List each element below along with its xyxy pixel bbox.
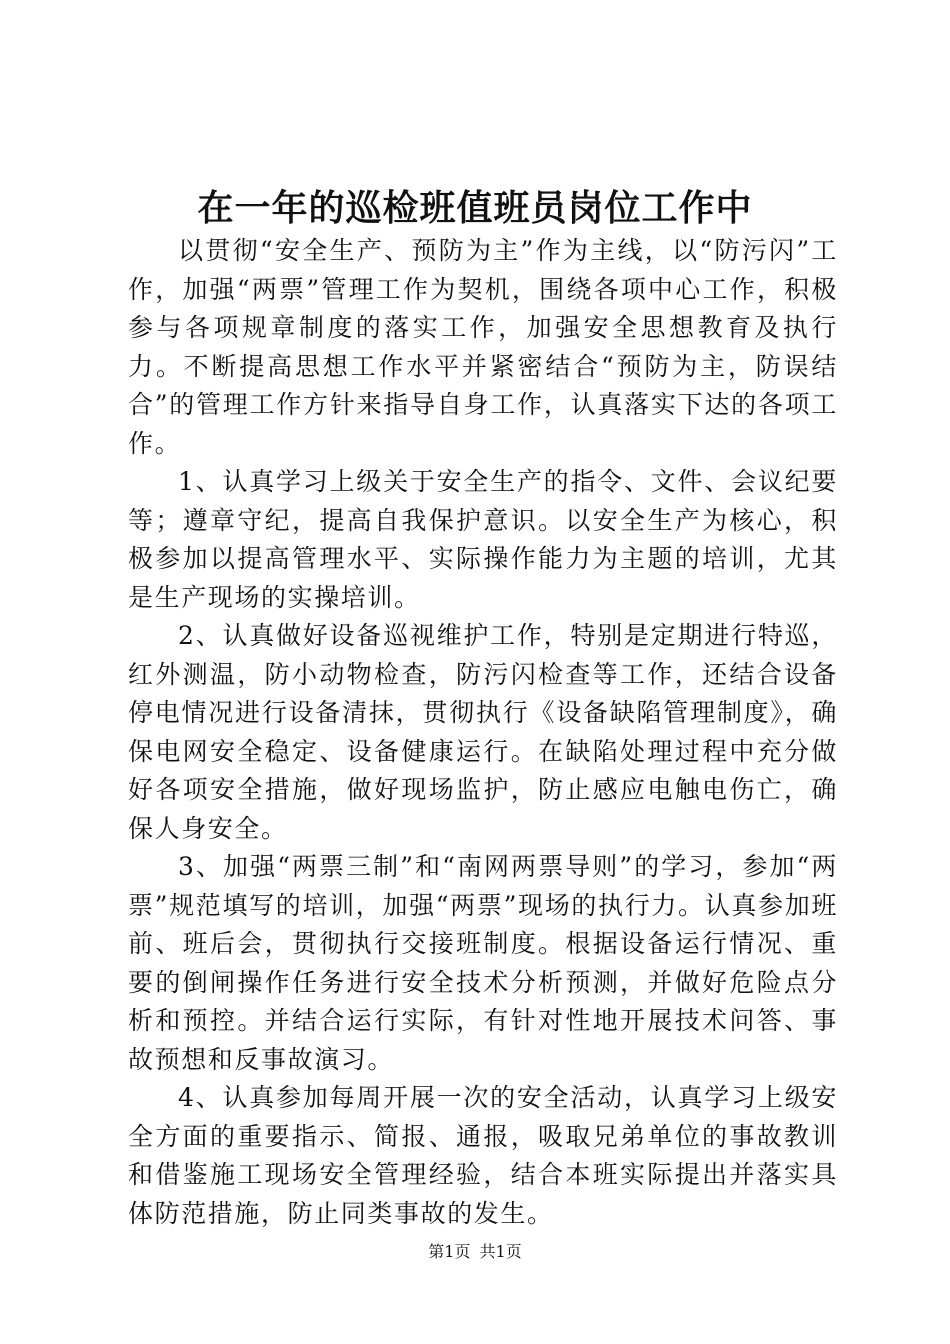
paragraph-item-2: 2、认真做好设备巡视维护工作，特别是定期进行特巡，红外测温，防小动物检查，防污闪检查等工作，还结合设备停电情况进行设备清抹，贯彻执行《设备缺陷管理制度》，确保电网安全稳定、设备健康运行。在缺陷处理过程中充分做好各项安全措施，做好现场监护，防止感应电触电伤亡，确保人身安全。 bbox=[128, 621, 838, 843]
paragraph-item-1: 1、认真学习上级关于安全生产的指令、文件、会议纪要等；遵章守纪，提高自我保护意识。以安全生产为核心，积极参加以提高管理水平、实际操作能力为主题的培训，尤其是生产现场的实操培训。 bbox=[128, 467, 838, 612]
document-body bbox=[128, 232, 838, 1233]
document-title: 在一年的巡检班值班员岗位工作中 bbox=[197, 187, 753, 229]
paragraph-intro: 以贯彻“安全生产、预防为主”作为主线，以“防污闪”工作，加强“两票”管理工作为契机，围绕各项中心工作，积极参与各项规章制度的落实工作，加强安全思想教育及执行力。不断提高思想工作水平并紧密结合“预防为主，防误结合”的管理工作方针来指导自身工作，认真落实下达的各项工作。 bbox=[128, 236, 838, 458]
page-number: 第1页 bbox=[428, 1242, 471, 1261]
page-footer bbox=[0, 1240, 950, 1264]
paragraph-item-4: 4、认真参加每周开展一次的安全活动，认真学习上级安全方面的重要指示、简报、通报，吸取兄弟单位的事故教训和借鉴施工现场安全管理经验，结合本班实际提出并落实具体防范措施，防止同类事故的发生。 bbox=[128, 1083, 838, 1228]
page-total: 共1页 bbox=[479, 1242, 522, 1261]
paragraph-item-3: 3、加强“两票三制”和“南网两票导则”的学习，参加“两票”规范填写的培训，加强“两票”现场的执行力。认真参加班前、班后会，贯彻执行交接班制度。根据设备运行情况、重要的倒闸操作任务进行安全技术分析预测，并做好危险点分析和预控。并结合运行实际，有针对性地开展技术问答、事故预想和反事故演习。 bbox=[128, 852, 838, 1074]
